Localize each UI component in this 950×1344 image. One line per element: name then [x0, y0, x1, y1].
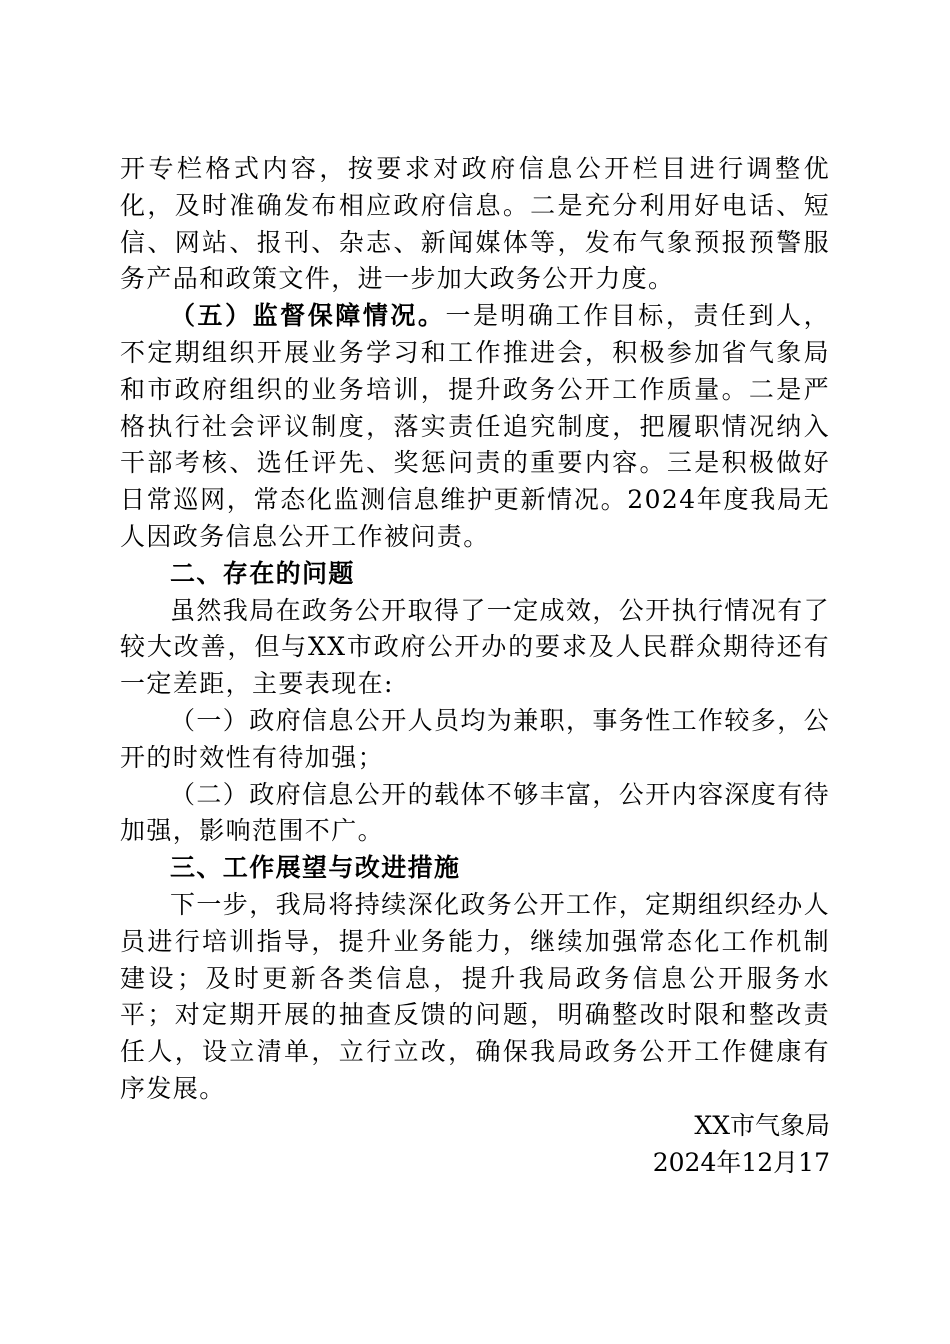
paragraph-next-steps: 下一步，我局将持续深化政务公开工作，定期组织经办人员进行培训指导，提升业务能力，继续加强常态化工作机制建设；及时更新各类信息，提升我局政务信息公开服务水平；对定期开展的抽查反馈的问题，明确整改时限和整改责任人，设立清单，立行立改，确保我局政务公开工作健康有序发展。 — [120, 889, 831, 1103]
heading-existing-problems: 二、存在的问题 — [170, 558, 355, 588]
supervision-body: 一是明确工作目标，责任到人，不定期组织开展业务学习和工作推进会，积极参加省气象局和市政府组织的业务培训，提升政务公开工作质量。二是严格执行社会评议制度，落实责任追究制度，把履职情况纳入干部考核、选任评先、奖惩问责的重要内容。三是积极做好日常巡网，常态化监测信息维护更新情况。2024年度我局无人因政务信息公开工作被问责。 — [120, 301, 830, 551]
paragraph-supervision — [120, 298, 830, 556]
paragraph-problem-2: （二）政府信息公开的载体不够丰富，公开内容深度有待加强，影响范围不广。 — [120, 779, 831, 846]
document-page — [120, 151, 830, 1181]
paragraph-problem-1: （一）政府信息公开人员均为兼职，事务性工作较多，公开的时效性有待加强； — [120, 705, 831, 772]
paragraph-problems-intro: 虽然我局在政务公开取得了一定成效，公开执行情况有了较大改善，但与XX市政府公开办的要求及人民群众期待还有一定差距，主要表现在: — [120, 595, 831, 699]
signature-organization: XX市气象局 — [694, 1110, 830, 1140]
signature-date: 2024年12月17 — [652, 1147, 830, 1177]
paragraph-publishing-channels: 开专栏格式内容，按要求对政府信息公开栏目进行调整优化，及时准确发布相应政府信息。二是充分利用好电话、短信、网站、报刊、杂志、新闻媒体等，发布气象预报预警服务产品和政策文件，进一步加大政务公开力度。 — [120, 154, 830, 294]
heading-outlook-improvements: 三、工作展望与改进措施 — [170, 853, 461, 883]
section-lead-supervision: （五）监督保障情况。 — [170, 301, 446, 331]
